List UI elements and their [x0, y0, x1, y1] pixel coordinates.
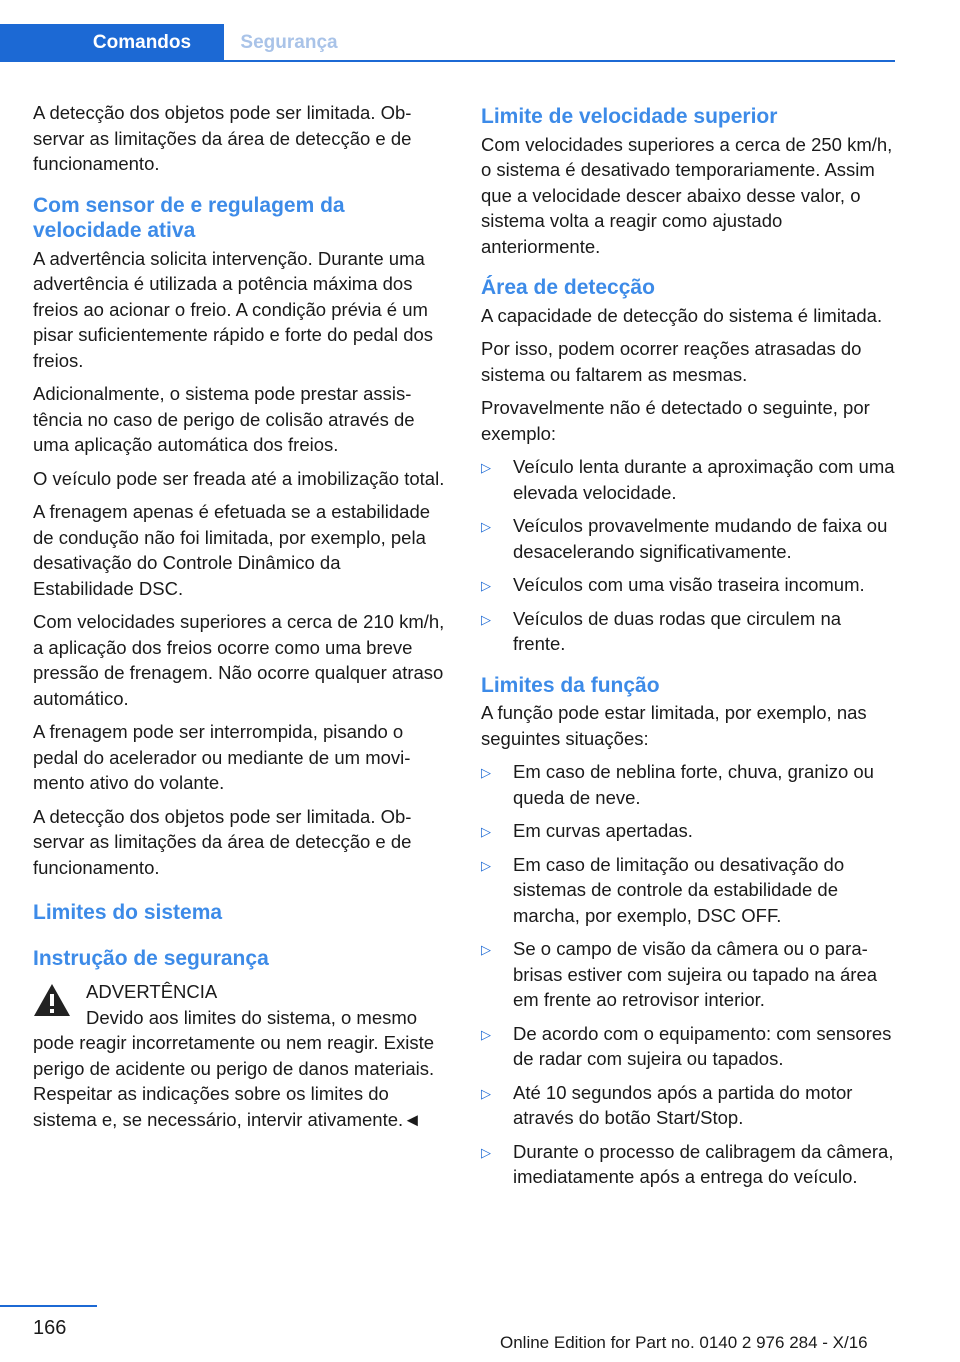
paragraph: A função pode estar limitada, por exemplo, nas seguintes situações: — [481, 702, 867, 749]
page-number: 166 — [33, 1317, 67, 1339]
warning-text: pode reagir incorretamente ou nem reagir. Existe perigo de acidente ou perigo de danos materiais. Respeitar as indicações sobre os limites do sistema e, se necessário, intervir ativamente.◄ — [33, 1032, 435, 1130]
triangle-right-icon: ▷ — [481, 857, 491, 873]
paragraph: Provavelmente não é detectado o seguinte, por exemplo: — [481, 397, 870, 444]
triangle-right-icon: ▷ — [481, 765, 491, 780]
list-item: ▷ Durante o processo de calibragem da câmera, imediatamente após a entrega do veículo. — [481, 1140, 894, 1187]
list-item: ▷ Em caso de neblina forte, chuva, granizo ou queda de neve. — [481, 761, 874, 808]
left-column — [33, 100, 445, 1132]
list-item: ▷ Até 10 segundos após a partida do motor através do botão Start/Stop. — [481, 1081, 853, 1128]
section-heading: Com sensor de e regulagem da velocidade ativa — [33, 193, 345, 242]
paragraph: O veículo pode ser freada até a imobilização total. — [33, 467, 445, 489]
section-heading: Área de detecção — [481, 276, 655, 299]
warning-block — [33, 979, 445, 1132]
triangle-right-icon: ▷ — [481, 942, 491, 957]
list-item: ▷ Veículos com uma visão traseira incomum. — [481, 572, 896, 598]
list-item: ▷ Veículos de duas rodas que circulem na frente. — [481, 607, 842, 654]
paragraph: Com velocidades superiores a cerca de 250 km/h, o sistema é desativado temporariamente. Assim que a velocidade descer abaixo desse valor, o sistema volta a reagir como ajustado anteriormente. — [481, 133, 893, 257]
list-item: ▷ De acordo com o equipamento: com sensores de radar com sujeira ou tapados. — [481, 1022, 892, 1069]
paragraph: A frenagem pode ser interrompida, pisando o pedal do acelerador ou mediante de um movimento ativo do volante. — [33, 721, 411, 793]
page-number-rule — [0, 1305, 97, 1307]
list-item: ▷ Em curvas apertadas. — [481, 818, 896, 844]
right-column — [481, 100, 896, 1198]
triangle-right-icon: ▷ — [481, 611, 491, 627]
list-item: ▷ Veículos provavelmente mudando de faixa ou desacelerando significativamente. — [481, 515, 888, 562]
paragraph: Adicionalmente, o sistema pode prestar assistência no caso de perigo de colisão através de uma aplicação automática dos freios. — [33, 383, 415, 455]
triangle-right-icon: ▷ — [481, 824, 491, 839]
paragraph: Com velocidades superiores a cerca de 210 km/h, a aplicação dos freios ocorre como uma breve pressão de frenagem. Não ocorre qualquer atraso automático. — [33, 611, 445, 709]
triangle-right-icon: ▷ — [481, 1026, 491, 1042]
warning-text: Devido aos limites do sistema, o mesmo — [86, 1006, 418, 1028]
section-heading: Limites da função — [481, 673, 660, 697]
warning-title: ADVERTÊNCIA — [86, 981, 218, 1002]
bullet-list — [481, 759, 896, 1190]
warning-triangle-icon — [33, 983, 71, 1017]
list-item: ▷ Veículo lenta durante a aproximação com uma elevada velocidade. — [481, 456, 895, 503]
header-tabs — [0, 24, 895, 62]
paragraph: A advertência solicita intervenção. Durante uma advertência é utilizada a potência máxima dos freios ao acionar o freio. A condição prévia é um pisar suficientemente rápido e forte do pedal dos freios. — [33, 247, 434, 371]
section-heading: Limite de velocidade superior — [481, 105, 778, 128]
triangle-right-icon: ▷ — [481, 519, 491, 534]
bullet-list — [481, 454, 896, 657]
subsection-heading: Instrução de segurança — [33, 946, 269, 970]
edition-footer: Online Edition for Part no. 0140 2 976 284 - X/16 — [500, 1333, 868, 1352]
triangle-right-icon: ▷ — [481, 578, 491, 593]
paragraph: A detecção dos objetos pode ser limitada. Observar as limitações da área de detecção e de funcionamento. — [33, 805, 412, 878]
header-rule — [224, 60, 895, 62]
triangle-right-icon: ▷ — [481, 1085, 491, 1101]
paragraph: Por isso, podem ocorrer reações atrasadas do sistema ou faltarem as mesmas. — [481, 338, 862, 385]
tab-seguranca[interactable]: Segurança — [240, 32, 338, 53]
paragraph: A capacidade de detecção do sistema é limitada. — [481, 304, 883, 326]
list-item: ▷ Em caso de limitação ou desativação do sistemas de controle da estabilidade de marcha, por exemplo, DSC OFF. — [481, 853, 845, 926]
tab-comandos[interactable]: Comandos — [0, 24, 224, 62]
triangle-right-icon: ▷ — [481, 1144, 491, 1160]
paragraph: A frenagem apenas é efetuada se a estabilidade de condução não foi limitada, por exemplo, pela desativação do Controle Dinâmico da Estabilidade DSC. — [33, 501, 431, 599]
triangle-right-icon: ▷ — [481, 460, 491, 475]
list-item: ▷ Se o campo de visão da câmera ou o para-brisas estiver com sujeira ou tapado na área em frente ao retrovisor interior. — [481, 938, 878, 1010]
section-heading: Limites do sistema — [33, 901, 223, 924]
paragraph: A detecção dos objetos pode ser limitada. Observar as limitações da área de detecção e de funcionamento. — [33, 102, 412, 174]
